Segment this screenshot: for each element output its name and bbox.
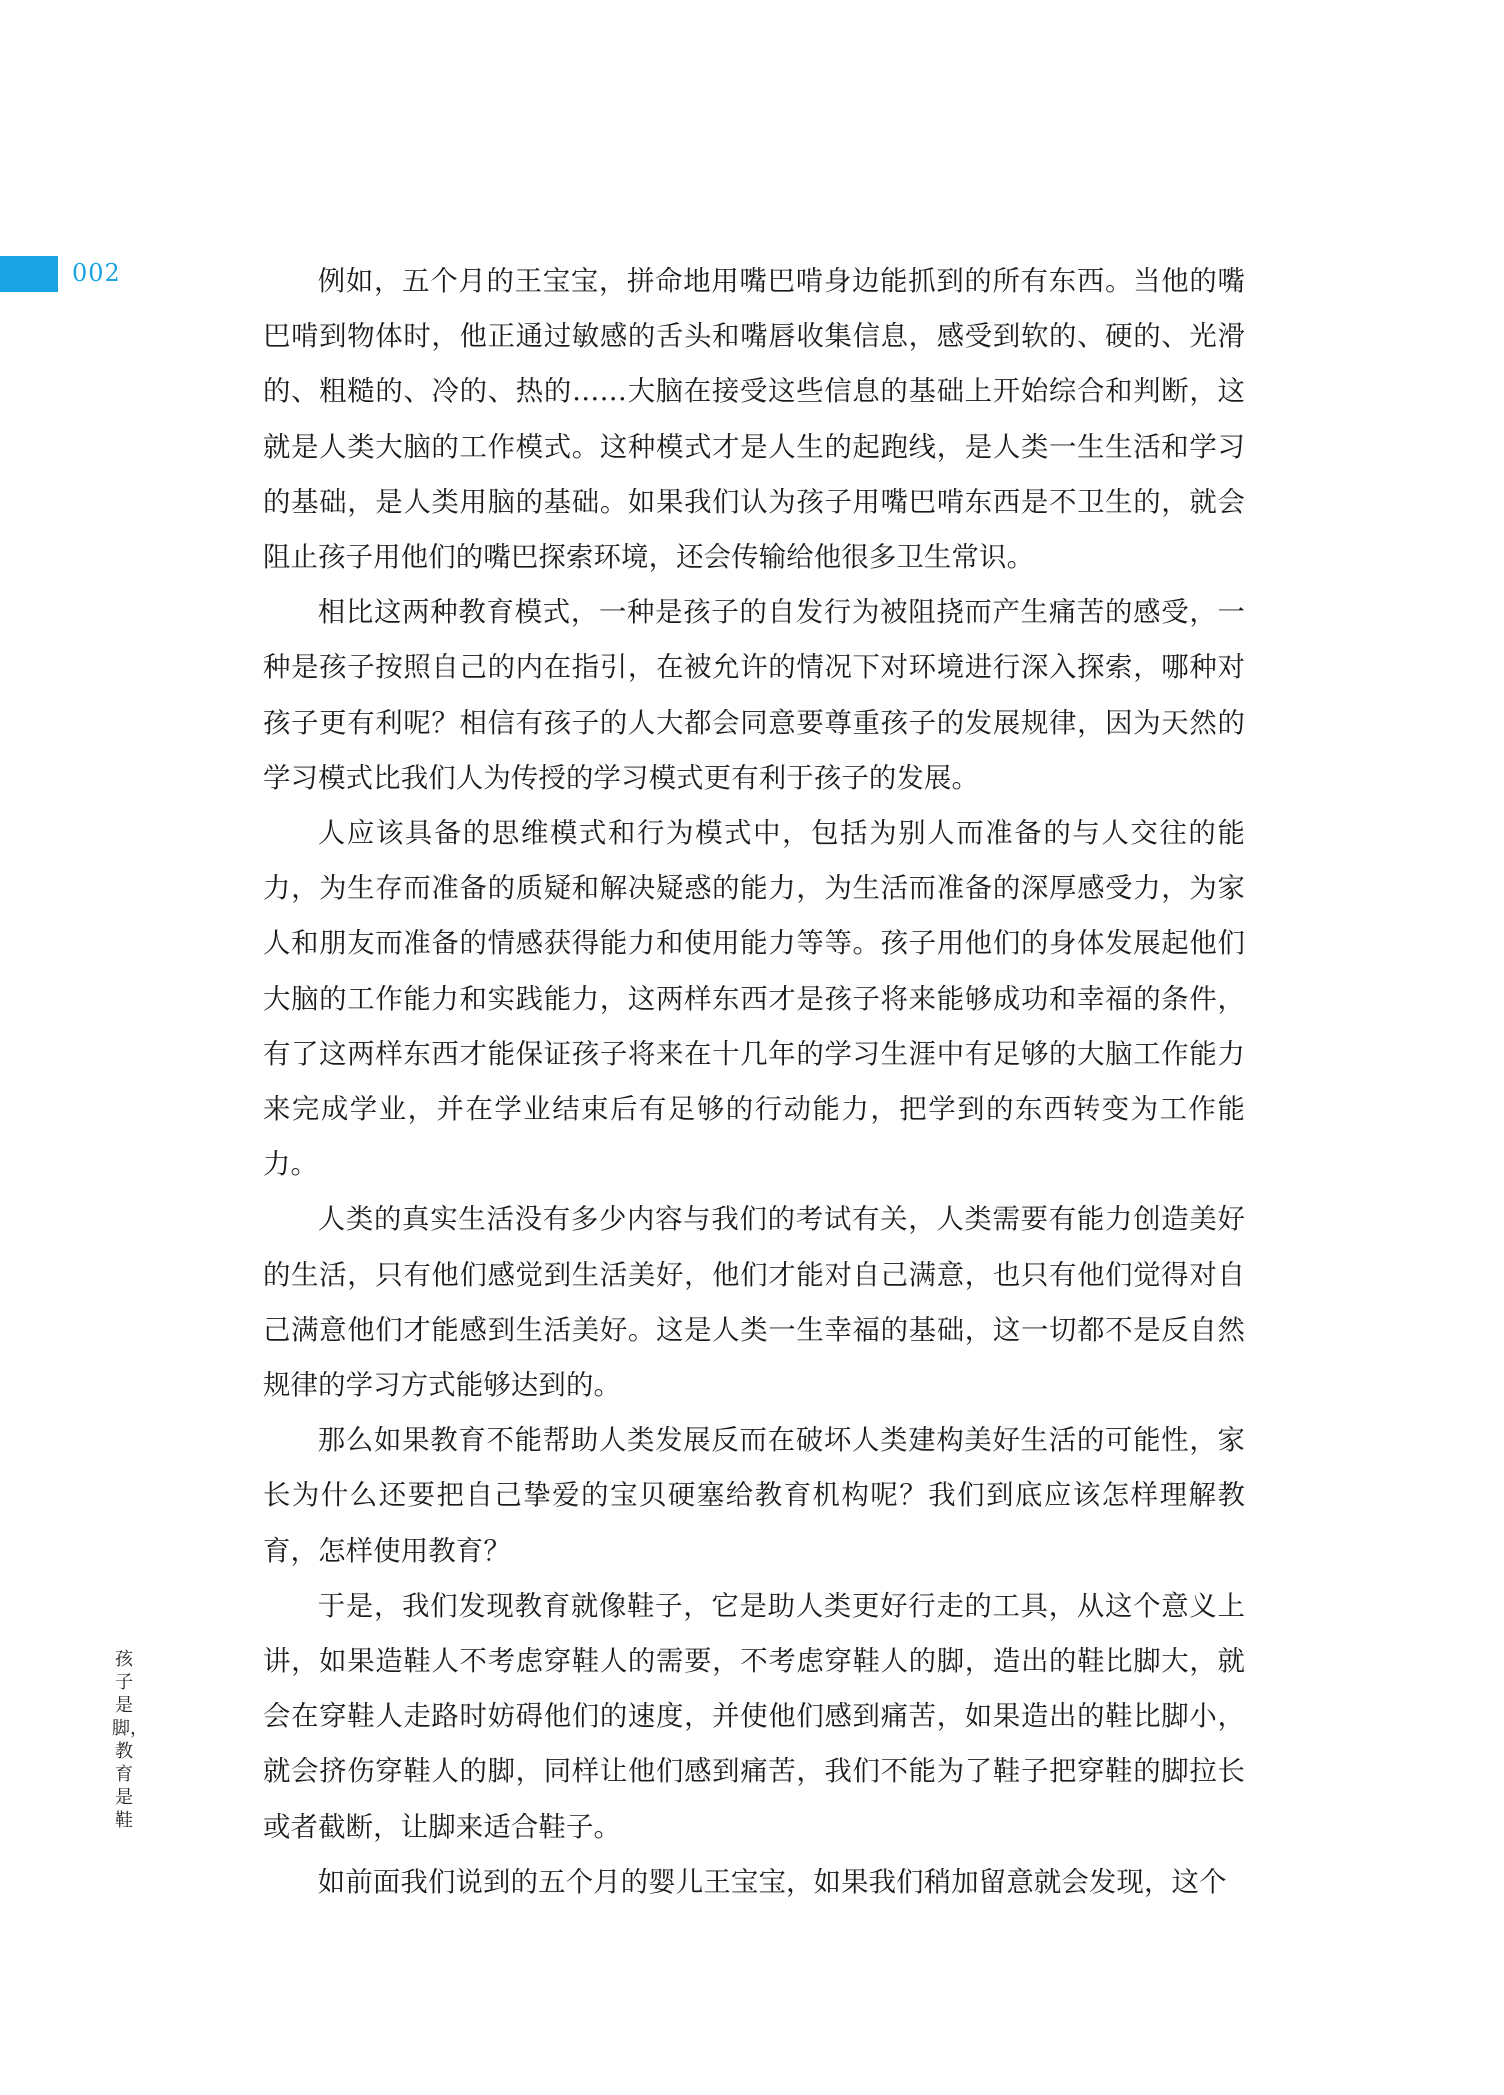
- page-tab-marker: [0, 256, 58, 292]
- paragraph-1: 例如，五个月的王宝宝，拼命地用嘴巴啃身边能抓到的所有东西。当他的嘴巴啃到物体时，他正通过敏感的舌头和嘴唇收集信息，感受到软的、硬的、光滑的、粗糙的、冷的、热的……大脑在接受这些信息的基础上开始综合和判断，这就是人类大脑的工作模式。这种模式才是人生的起跑线，是人类一生生活和学习的基础，是人类用脑的基础。如果我们认为孩子用嘴巴啃东西是不卫生的，就会阻止孩子用他们的嘴巴探索环境，还会传输给他很多卫生常识。: [263, 266, 1245, 574]
- paragraph-4: 人类的真实生活没有多少内容与我们的考试有关，人类需要有能力创造美好的生活，只有他们感觉到生活美好，他们才能对自己满意，也只有他们觉得对自己满意他们才能感到生活美好。这是人类一生幸福的基础，这一切都不是反自然规律的学习方式能够达到的。: [263, 1204, 1245, 1402]
- running-title: 孩子是脚，教育是鞋: [112, 1649, 148, 1831]
- paragraph-7: 如前面我们说到的五个月的婴儿王宝宝，如果我们稍加留意就会发现，这个: [317, 1866, 1227, 1898]
- paragraph-2: 相比这两种教育模式，一种是孩子的自发行为被阻挠而产生痛苦的感受，一种是孩子按照自己的内在指引，在被允许的情况下对环境进行深入探索，哪种对孩子更有利呢？相信有孩子的人大都会同意要尊重孩子的发展规律，因为天然的学习模式比我们人为传授的学习模式更有利于孩子的发展。: [263, 597, 1245, 794]
- body-text: [263, 254, 1245, 1910]
- paragraph-5: 那么如果教育不能帮助人类发展反而在破坏人类建构美好生活的可能性，家长为什么还要把自己挚爱的宝贝硬塞给教育机构呢？我们到底应该怎样理解教育，怎样使用教育？: [263, 1425, 1245, 1567]
- page-number: 002: [72, 259, 121, 287]
- paragraph-3: 人应该具备的思维模式和行为模式中，包括为别人而准备的与人交往的能力，为生存而准备的质疑和解决疑惑的能力，为生活而准备的深厚感受力，为家人和朋友而准备的情感获得能力和使用能力等等。孩子用他们的身体发展起他们大脑的工作能力和实践能力，这两样东西才是孩子将来能够成功和幸福的条件，有了这两样东西才能保证孩子将来在十几年的学习生涯中有足够的大脑工作能力来完成学业，并在学业结束后有足够的行动能力，把学到的东西转变为工作能力。: [263, 818, 1245, 1181]
- paragraph-6: 于是，我们发现教育就像鞋子，它是助人类更好行走的工具，从这个意义上讲，如果造鞋人不考虑穿鞋人的需要，不考虑穿鞋人的脚，造出的鞋比脚大，就会在穿鞋人走路时妨碍他们的速度，并使他们感到痛苦，如果造出的鞋比脚小，就会挤伤穿鞋人的脚，同样让他们感到痛苦，我们不能为了鞋子把穿鞋的脚拉长或者截断，让脚来适合鞋子。: [263, 1590, 1245, 1843]
